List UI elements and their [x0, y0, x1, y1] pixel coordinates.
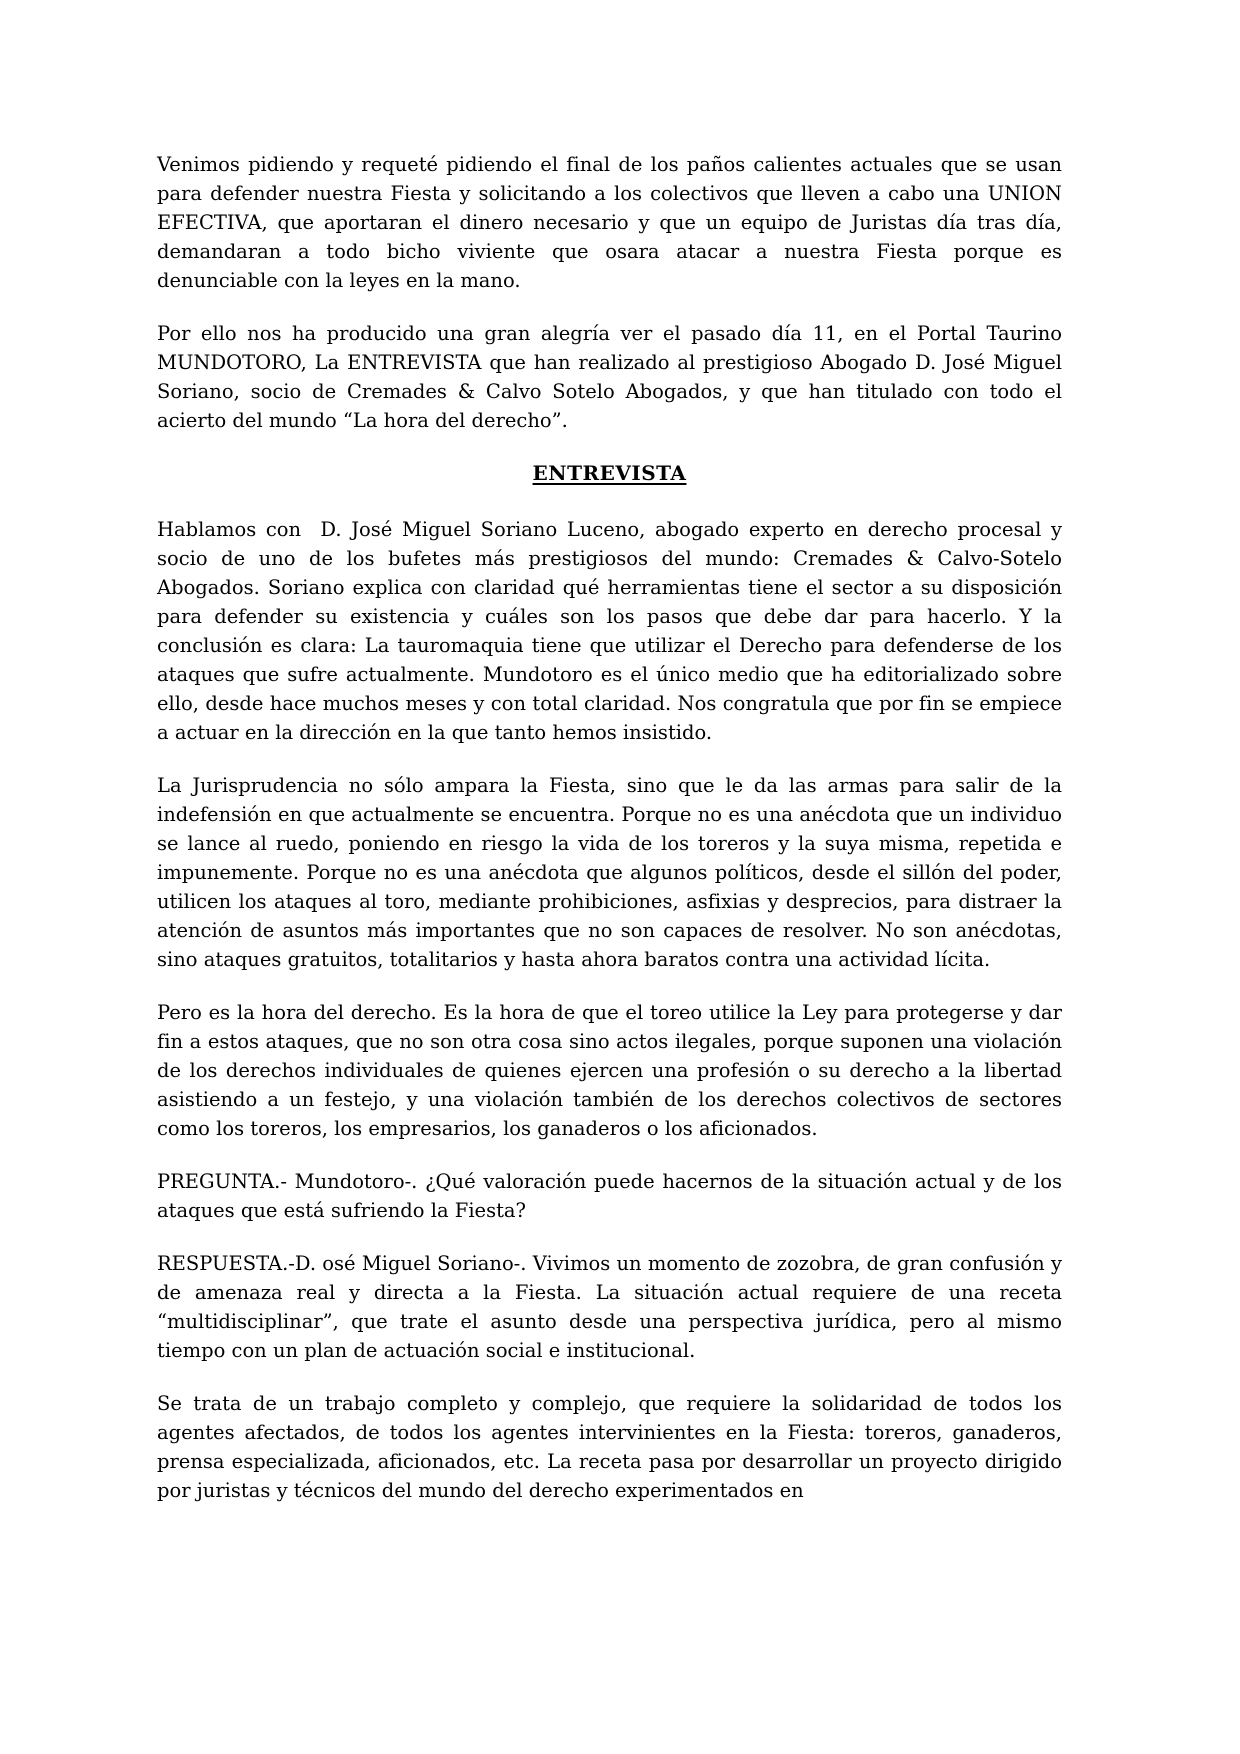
paragraph-pregunta: PREGUNTA.- Mundotoro-. ¿Qué valoración puede hacernos de la situación actual y de los ataques que está sufriendo la Fiesta? — [157, 1170, 1062, 1222]
paragraph-se-trata: Se trata de un trabajo completo y complejo, que requiere la solidaridad de todos los agentes afectados, de todos los agentes intervinientes en la Fiesta: toreros, ganaderos, prensa especializada, aficionados, etc. La receta pasa por desarrollar un proyecto dirigido por juristas y técnicos del mundo del derecho experimentados en — [157, 1392, 1062, 1502]
paragraph-intro-2: Por ello nos ha producido una gran alegría ver el pasado día 11, en el Portal Taurino MUNDOTORO, La ENTREVISTA que han realizado al prestigioso Abogado D. José Miguel Soriano, socio de Cremades & Calvo Sotelo Abogados, y que han titulado con todo el acierto del mundo “La hora del derecho”. — [157, 322, 1062, 432]
paragraph-hora-del-derecho: Pero es la hora del derecho. Es la hora de que el toreo utilice la Ley para protegerse y dar fin a estos ataques, que no son otra cosa sino actos ilegales, porque suponen una violación de los derechos individuales de quienes ejercen una profesión o su derecho a la libertad asistiendo a un festejo, y una violación también de los derechos colectivos de sectores como los toreros, los empresarios, los ganaderos o los aficionados. — [157, 1001, 1062, 1140]
paragraph-respuesta: RESPUESTA.-D. osé Miguel Soriano-. Vivimos un momento de zozobra, de gran confusión y de amenaza real y directa a la Fiesta. La situación actual requiere de una receta “multidisciplinar”, que trate el asunto desde una perspectiva jurídica, pero al mismo tiempo con un plan de actuación social e institucional. — [157, 1252, 1062, 1362]
paragraph-jurisprudencia: La Jurisprudencia no sólo ampara la Fiesta, sino que le da las armas para salir de la indefensión en que actualmente se encuentra. Porque no es una anécdota que un individuo se lance al ruedo, poniendo en riesgo la vida de los toreros y la suya misma, repetida e impunemente. Porque no es una anécdota que algunos políticos, desde el sillón del poder, utilicen los ataques al toro, mediante prohibiciones, asfixias y desprecios, para distraer la atención de asuntos más importantes que no son capaces de resolver. No son anécdotas, sino ataques gratuitos, totalitarios y hasta ahora baratos contra una actividad lícita. — [157, 774, 1062, 971]
document-body — [157, 150, 1062, 1529]
paragraph-interview-intro: Hablamos con D. José Miguel Soriano Luceno, abogado experto en derecho procesal y socio de uno de los bufetes más prestigiosos del mundo: Cremades & Calvo-Sotelo Abogados. Soriano explica con claridad qué herramientas tiene el sector a su disposición para defender su existencia y cuáles son los pasos que debe dar para hacerlo. Y la conclusión es clara: La tauromaquia tiene que utilizar el Derecho para defenderse de los ataques que sufre actualmente. Mundotoro es el único medio que ha editorializado sobre ello, desde hace muchos meses y con total claridad. Nos congratula que por fin se empiece a actuar en la dirección en la que tanto hemos insistido. — [157, 518, 1062, 744]
paragraph-intro-1: Venimos pidiendo y requeté pidiendo el final de los paños calientes actuales que se usan para defender nuestra Fiesta y solicitando a los colectivos que lleven a cabo una UNION EFECTIVA, que aportaran el dinero necesario y que un equipo de Juristas día tras día, demandaran a todo bicho viviente que osara atacar a nuestra Fiesta porque es denunciable con la leyes en la mano. — [157, 153, 1062, 292]
section-heading-entrevista: ENTREVISTA — [532, 461, 687, 485]
